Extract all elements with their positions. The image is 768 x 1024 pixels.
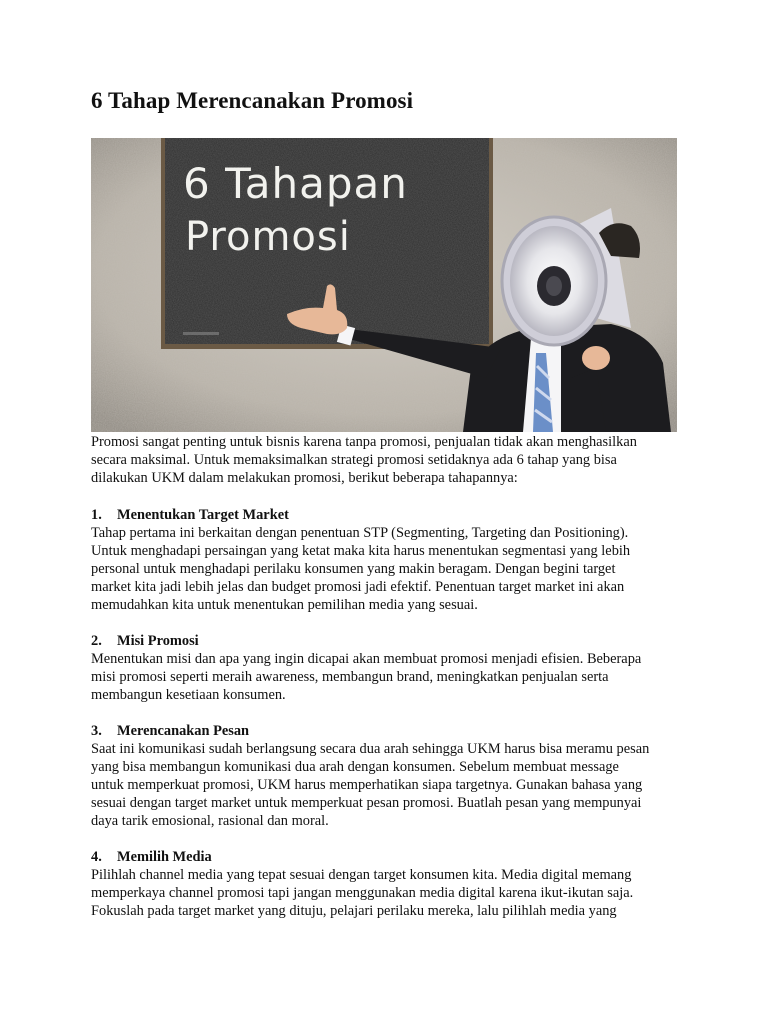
page-title: 6 Tahap Merencanakan Promosi — [91, 88, 414, 113]
text-line: Tahap pertama ini berkaitan dengan penentuan STP (Segmenting, Targeting dan Positioning). — [91, 525, 629, 541]
section-heading — [91, 848, 691, 866]
section-number: 2. — [91, 633, 102, 649]
hero-image — [91, 138, 677, 432]
intro-paragraph — [91, 433, 691, 487]
text-line: Fokuslah pada target market yang dituju, pelajari perilaku mereka, lalu pilihlah media yang — [91, 903, 617, 919]
section-heading — [91, 722, 691, 740]
board-text-line1: 6 Tahapan — [183, 159, 408, 208]
section-number: 3. — [91, 723, 102, 739]
section-paragraph — [91, 740, 691, 830]
section-heading — [91, 506, 691, 524]
section-paragraph — [91, 524, 691, 614]
text-line: Menentukan misi dan apa yang ingin dicapai akan membuat promosi menjadi efisien. Beberapa — [91, 651, 642, 667]
text-line: misi promosi seperti meraih awareness, membangun brand, meningkatkan penjualan serta — [91, 669, 609, 685]
section-title: Misi Promosi — [117, 633, 199, 649]
text-line: sesuai dengan target market untuk memperkuat pesan promosi. Buatlah pesan yang mempunyai — [91, 795, 642, 811]
section-number: 4. — [91, 849, 102, 865]
section-misi-promosi — [91, 632, 691, 704]
section-target-market — [91, 506, 691, 614]
board-text-line2: Promosi — [185, 214, 351, 260]
text-line: dilakukan UKM dalam melakukan promosi, berikut beberapa tahapannya: — [91, 470, 518, 486]
text-line: untuk memperkuat promosi, UKM harus memperhatikan siapa targetnya. Gunakan bahasa yang — [91, 777, 643, 793]
text-line: daya tarik emosional, rasional dan moral. — [91, 813, 329, 829]
text-line: membangun kesetiaan konsumen. — [91, 687, 286, 703]
text-line: memudahkan kita untuk menentukan pemilihan media yang sesuai. — [91, 597, 478, 613]
text-line: Pilihlah channel media yang tepat sesuai dengan target konsumen kita. Media digital memang — [91, 867, 632, 883]
section-memilih-media — [91, 848, 691, 920]
section-heading — [91, 632, 691, 650]
text-line: Saat ini komunikasi sudah berlangsung secara dua arah sehingga UKM harus bisa meramu pesan — [91, 741, 650, 757]
section-number: 1. — [91, 507, 102, 523]
text-line: Promosi sangat penting untuk bisnis karena tanpa promosi, penjualan tidak akan menghasilkan — [91, 434, 637, 450]
text-line: memperkaya channel promosi tapi jangan menggunakan media digital karena ikut-ikutan saja. — [91, 885, 634, 901]
text-line: Untuk menghadapi persaingan yang ketat maka kita harus menentukan segmentasi yang lebih — [91, 543, 631, 559]
section-paragraph — [91, 650, 691, 704]
text-line: market kita jadi lebih jelas dan budget promosi jadi efektif. Penentuan target market ini akan — [91, 579, 625, 595]
article-body — [91, 433, 691, 938]
section-paragraph — [91, 866, 691, 920]
section-title: Menentukan Target Market — [117, 507, 289, 523]
text-line: personal untuk menghadapi perilaku konsumen yang makin beragam. Dengan begini target — [91, 561, 616, 577]
text-line: yang bisa membangun komunikasi dua arah dengan konsumen. Sebelum membuat message — [91, 759, 619, 775]
section-title: Merencanakan Pesan — [117, 723, 250, 739]
section-merencanakan-pesan — [91, 722, 691, 830]
text-line: secara maksimal. Untuk memaksimalkan strategi promosi setidaknya ada 6 tahap yang bisa — [91, 452, 617, 468]
section-title: Memilih Media — [117, 849, 212, 865]
